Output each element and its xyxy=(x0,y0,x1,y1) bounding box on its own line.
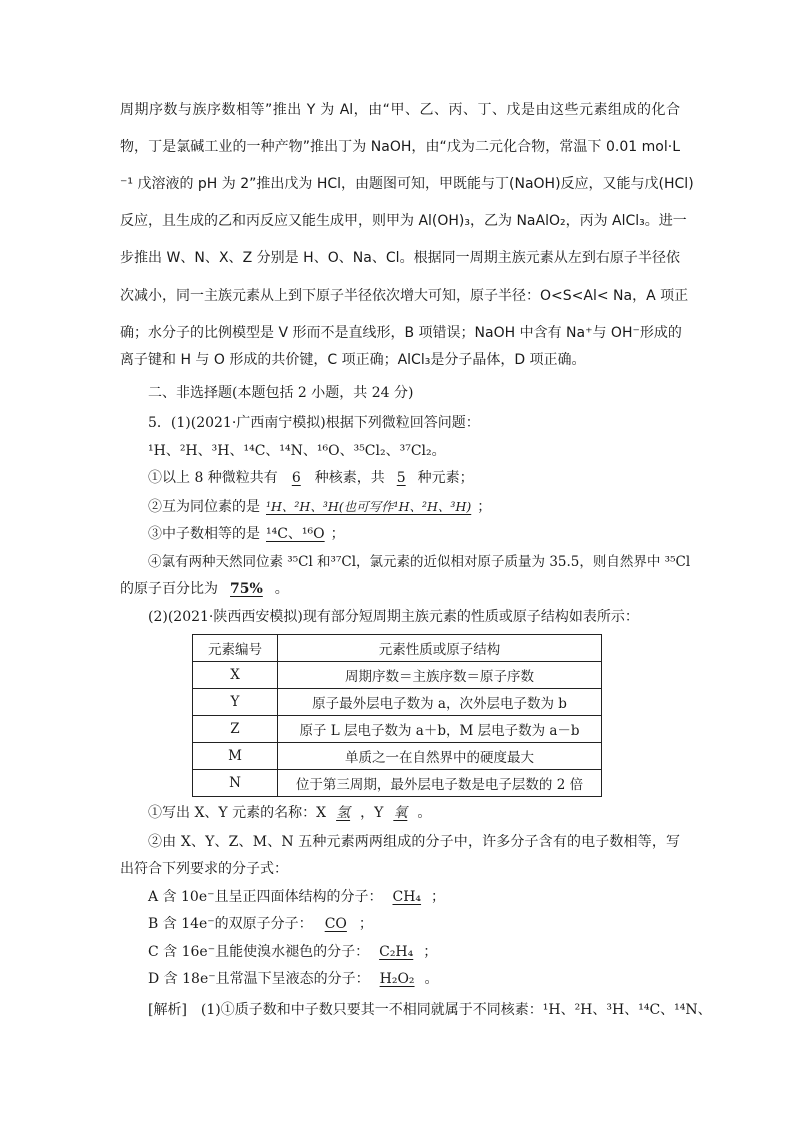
q5-part2-stem: (2)(2021·陕西西安模拟)现有部分短周期主族元素的性质或原子结构如表所示： xyxy=(148,609,639,625)
q5-part2-sub2-line1: ②由 X、Y、Z、M、N 五种元素两两组成的分子中，许多分子含有的电子数相等，写 xyxy=(148,834,680,850)
q5-sub1 xyxy=(148,468,680,488)
q5-part2-sub1-text-c: 。 xyxy=(417,805,432,821)
table-cell-symbol: N xyxy=(193,770,278,797)
q5-sub1-text-b: 种核素，共 xyxy=(314,470,385,486)
analysis-line-4: 反应，且生成的乙和丙反应又能生成甲，则甲为 Al(OH)₃，乙为 NaAlO₂，丙为 AlCl₃。进一 xyxy=(120,213,687,229)
q5-part2-B-answer: CO xyxy=(324,916,347,932)
table-cell-symbol: X xyxy=(193,662,278,689)
q5-sub2-answer: ¹H、²H、³H(也可写作¹H、²H、³H) xyxy=(266,499,472,514)
q5-part2-sub1 xyxy=(148,803,680,823)
table-row xyxy=(193,689,602,716)
table-cell-property: 原子最外层电子数为 a，次外层电子数为 b xyxy=(278,689,602,716)
analysis-line-7: 确；水分子的比例模型是 V 形而不是直线形，B 项错误；NaOH 中含有 Na⁺与 OH⁻形成的 xyxy=(120,325,682,341)
table-header-cell: 元素性质或原子结构 xyxy=(278,635,602,662)
q5-part2-D xyxy=(148,969,680,989)
q5-part2-C xyxy=(148,942,680,962)
q5-sub1-answer-1: 6 xyxy=(291,470,301,486)
table-cell-property: 原子 L 层电子数为 a＋b，M 层电子数为 a－b xyxy=(278,716,602,743)
q5-sub4-text-c: 。 xyxy=(274,581,289,597)
q5-part2-D-answer: H₂O₂ xyxy=(379,971,415,987)
table-row xyxy=(193,743,602,770)
q5-part2-A-end: ； xyxy=(431,889,446,905)
q5-part2-A xyxy=(148,887,680,907)
q5-sub1-text-a: ①以上 8 种微粒共有 xyxy=(148,470,278,486)
table-row xyxy=(193,770,602,797)
table-cell-symbol: M xyxy=(193,743,278,770)
q5-sub1-answer-2: 5 xyxy=(396,470,406,486)
analysis-line-5: 步推出 W、N、X、Z 分别是 H、O、Na、Cl。根据同一周期主族元素从左到右原子半径依 xyxy=(120,250,680,266)
element-table xyxy=(192,634,602,797)
analysis-line-2: 物，丁是氯碱工业的一种产物”推出丁为 NaOH，由“戊为二元化合物，常温下 0.01 mol·L xyxy=(120,139,680,155)
q5-part2-D-text: D 含 18e⁻且常温下呈液态的分子： xyxy=(148,971,370,987)
q5-sub2-text-b: ； xyxy=(477,499,492,515)
table-row xyxy=(193,662,602,689)
table-header-cell: 元素编号 xyxy=(193,635,278,662)
q5-stem: 5．(1)(2021·广西南宁模拟)根据下列微粒回答问题： xyxy=(148,415,480,431)
q5-sub4-answer: 75% xyxy=(230,581,263,597)
q5-part2-A-text: A 含 10e⁻且呈正四面体结构的分子： xyxy=(148,889,383,905)
q5-sub2-text-a: ②互为同位素的是 xyxy=(148,499,260,515)
table-cell-symbol: Y xyxy=(193,689,278,716)
q5-sub3-text-a: ③中子数相等的是 xyxy=(148,526,260,542)
table-row xyxy=(193,716,602,743)
q5-sub4-text-b: 的原子百分比为 xyxy=(120,581,218,597)
q5-part2-B xyxy=(148,914,680,934)
q5-sub3-text-b: ； xyxy=(330,526,345,542)
q5-part2-sub1-answer-2: 氧 xyxy=(393,805,408,821)
analysis-line-1: 周期序数与族序数相等”推出 Y 为 Al，由“甲、乙、丙、丁、戊是由这些元素组成的化合 xyxy=(120,102,680,118)
q5-part2-C-text: C 含 16e⁻且能使溴水褪色的分子： xyxy=(148,944,370,960)
analysis-line-8: 离子键和 H 与 O 形成的共价键，C 项正确；AlCl₃是分子晶体，D 项正确。 xyxy=(120,352,586,368)
q5-sub1-text-c: 种元素； xyxy=(417,470,474,486)
q5-part2-B-text: B 含 14e⁻的双原子分子： xyxy=(148,916,313,932)
q5-part2-D-end: 。 xyxy=(424,971,439,987)
table-cell-property: 单质之一在自然界中的硬度最大 xyxy=(278,743,602,770)
q5-part2-C-end: ； xyxy=(423,944,438,960)
q5-part2-A-answer: CH₄ xyxy=(392,889,422,905)
q5-part2-B-end: ； xyxy=(358,916,373,932)
analysis-line-3: ⁻¹ 戊溶液的 pH 为 2”推出戊为 HCl，由题图可知，甲既能与丁(NaOH)反应，又能与戊(HCl) xyxy=(120,176,694,192)
section-heading: 二、非选择题(本题包括 2 小题，共 24 分) xyxy=(148,385,414,401)
q5-part2-sub1-answer-1: 氢 xyxy=(336,805,351,821)
q5-analysis-start: [解析] (1)①质子数和中子数只要其一不相同就属于不同核素：¹H、²H、³H、¹⁴C、¹⁴N、 xyxy=(148,1002,712,1018)
table-cell-property: 周期序数＝主族序数＝原子序数 xyxy=(278,662,602,689)
q5-sub2 xyxy=(148,497,680,517)
q5-part2-sub1-text-b: ，Y xyxy=(360,805,384,821)
table-cell-symbol: Z xyxy=(193,716,278,743)
q5-sub3 xyxy=(148,524,680,544)
q5-sub4-line1: ④氯有两种天然同位素 ³⁵Cl 和³⁷Cl，氯元素的近似相对原子质量为 35.5，则自然界中 ³⁵Cl xyxy=(148,554,691,570)
q5-part2-C-answer: C₂H₄ xyxy=(379,944,414,960)
q5-sub4-line2 xyxy=(120,579,680,599)
table-header-row xyxy=(193,635,602,662)
q5-sub3-answer: ¹⁴C、¹⁶O xyxy=(266,526,325,542)
q5-part2-sub1-text-a: ①写出 X、Y 元素的名称：X xyxy=(148,805,327,821)
analysis-line-6: 次减小，同一主族元素从上到下原子半径依次增大可知，原子半径：O<S<Al< Na，A 项正 xyxy=(120,288,689,304)
table-cell-property: 位于第三周期，最外层电子数是电子层数的 2 倍 xyxy=(278,770,602,797)
q5-part2-sub2-line2: 出符合下列要求的分子式： xyxy=(120,861,288,877)
q5-particles: ¹H、²H、³H、¹⁴C、¹⁴N、¹⁶O、³⁵Cl₂、³⁷Cl₂。 xyxy=(148,443,446,459)
